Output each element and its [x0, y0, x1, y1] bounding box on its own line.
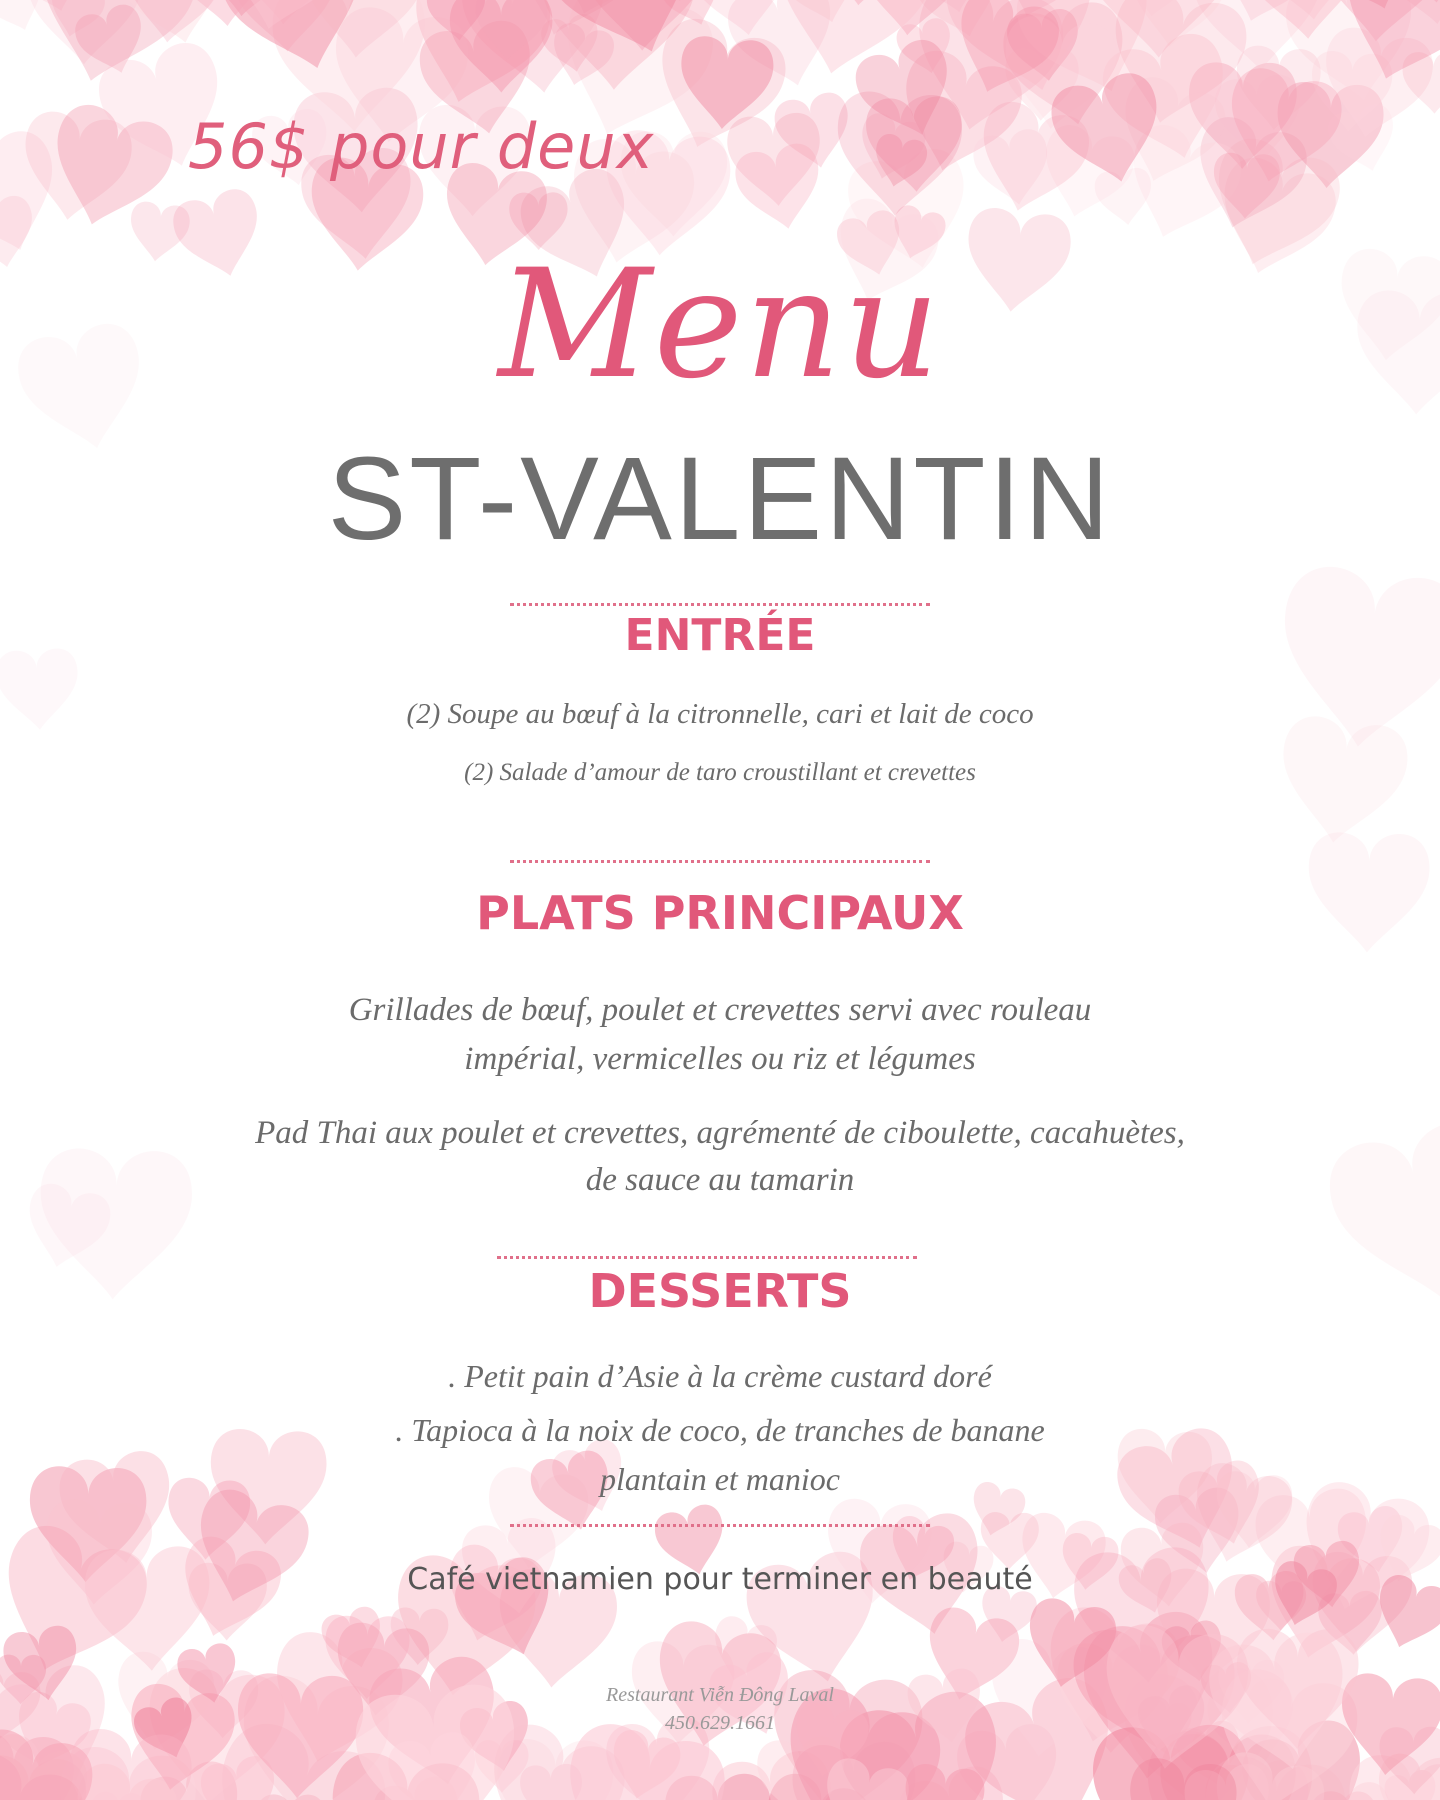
- menu-script-title: Menu: [498, 238, 942, 412]
- dessert-item-line: . Petit pain d’Asie à la crème custard doré: [448, 1358, 992, 1394]
- divider: [510, 1524, 930, 1527]
- page-title: ST-VALENTIN: [327, 433, 1113, 565]
- desserts-heading: DESSERTS: [588, 1264, 852, 1318]
- dessert-item-line: plantain et manioc: [600, 1461, 840, 1497]
- plats-item-line: Pad Thai aux poulet et crevettes, agrémenté de ciboulette, cacahuètes,: [255, 1115, 1185, 1151]
- heart-icon: [62, 1726, 194, 1800]
- divider: [497, 1256, 917, 1259]
- entree-heading: ENTRÉE: [624, 610, 816, 661]
- heart-icon: [1093, 166, 1156, 229]
- restaurant-phone: 450.629.1661: [665, 1712, 775, 1734]
- price-offer: 56$ pour deux: [188, 110, 655, 183]
- entree-item: (2) Salade d’amour de taro croustillant et crevettes: [464, 759, 976, 786]
- entree-item: (2) Soupe au bœuf à la citronnelle, cari et lait de coco: [406, 698, 1034, 730]
- plats-item-line: impérial, vermicelles ou riz et légumes: [464, 1041, 976, 1077]
- divider: [510, 860, 930, 863]
- plats-heading: PLATS PRINCIPAUX: [476, 886, 964, 940]
- restaurant-name: Restaurant Viễn Đông Laval: [606, 1684, 834, 1706]
- closing-note: Café vietnamien pour terminer en beauté: [407, 1562, 1033, 1597]
- plats-item-line: de sauce au tamarin: [585, 1162, 855, 1198]
- divider: [510, 603, 930, 606]
- dessert-item-line: . Tapioca à la noix de coco, de tranches de banane: [395, 1412, 1045, 1448]
- plats-item-line: Grillades de bœuf, poulet et crevettes servi avec rouleau: [348, 992, 1092, 1028]
